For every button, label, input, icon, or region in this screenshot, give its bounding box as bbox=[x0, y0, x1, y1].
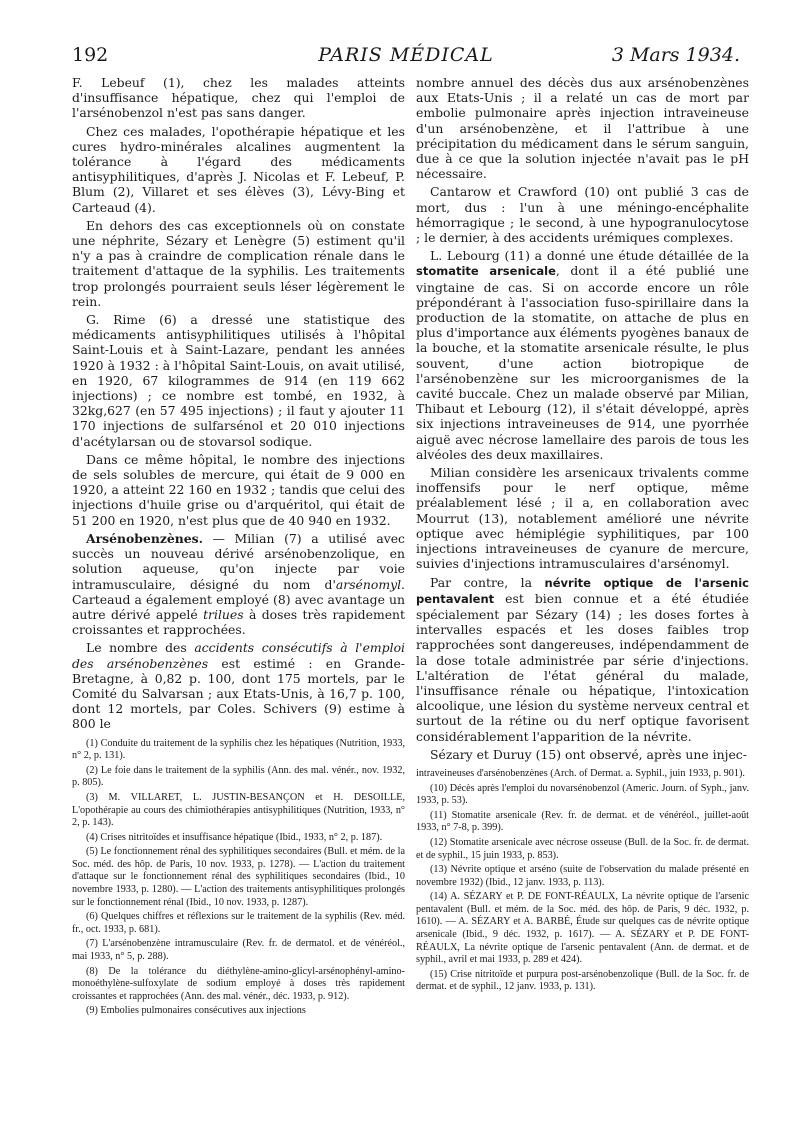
footnote: (7) L'arsénobenzène intramusculaire (Rev. fr. de dermatol. et de vénéréol., mai 1933, n° 5, p. 288). bbox=[72, 938, 405, 963]
right-body bbox=[416, 75, 749, 762]
issue-date: 3 Mars 1934. bbox=[611, 44, 740, 66]
footnote: (14) A. SÉZARY et P. DE FONT-RÉAULX, La névrite optique de l'arsenic pentavalent (Bull. et mém. de la Soc. méd. des hôp. de Paris, 9 déc. 1932, p. 1610). — A. SÉZARY et A. BARBÉ, Étude sur quelques cas de névrite optique arsenicale (Ibid., 9 déc. 1932, p. 1617). — A. SÉZARY et P. DE FONT-RÉAULX, La névrite optique de l'arsenic pentavalent (Ann. de dermat. et de syphil., avril et mai 1933, p. 289 et 424). bbox=[416, 891, 749, 966]
footnote: (11) Stomatite arsenicale (Rev. fr. de dermat. et de vénéréol., juillet-août 1933, n° 7-8, p. 399). bbox=[416, 809, 749, 834]
bold-term: stomatite arsenicale bbox=[416, 264, 556, 279]
left-body bbox=[72, 75, 405, 732]
bold-term: névrite optique de l'arsenic pentavalent bbox=[416, 575, 749, 606]
left-footnotes bbox=[72, 738, 405, 1018]
page-number: 192 bbox=[72, 44, 109, 66]
paragraph: Sézary et Duruy (15) ont observé, après une injec- bbox=[430, 746, 747, 762]
footnote: (4) Crises nitritoïdes et insuffisance hépatique (Ibid., 1933, n° 2, p. 187). bbox=[86, 831, 383, 843]
footnote: (10) Décès après l'emploi du novarsénobenzol (Americ. Journ. of Syph., janv. 1933, p. 53). bbox=[416, 782, 749, 807]
paragraph: En dehors des cas exceptionnels où on constate une néphrite, Sézary et Lenègre (5) estiment qu'il n'y a pas à craindre de complication rénale dans le traitement d'attaque de la syphilis. Les traitements trop prolongés pourraient seuls léser légèrement le rein. bbox=[72, 217, 405, 309]
footnote: intraveineuses d'arsénobenzènes (Arch. of Dermat. a. Syphil., juin 1933, p. 901). bbox=[416, 767, 745, 779]
paragraph: Chez ces malades, l'opothérapie hépatique et les cures hydro-minérales alcalines augmentent la tolérance à l'égard des médicaments antisyphilitiques, d'après J. Nicolas et F. Lebeuf, P. Blum (2), Villaret et ses élèves (3), Lévy-Bing et Carteaud (4). bbox=[72, 123, 405, 215]
paragraph: G. Rime (6) a dressé une statistique des médicaments antisyphilitiques utilisés à l'hôpital Saint-Louis et à Saint-Lazare, pendant les années 1920 à 1932 : à l'hôpital Saint-Louis, on avait utilisé, en 1920, 67 kilogrammes de 914 (en 119 662 injections) ; ce nombre est tombé, en 1932, à 32kg,627 (en 57 495 injections) ; il faut y ajouter 11 170 injections de sulfarsénol et 20 010 injections d'acétylarsan ou de stovarsol sodique. bbox=[72, 312, 405, 449]
paragraph: F. Lebeuf (1), chez les malades atteints d'insuffisance hépatique, chez qui l'emploi de l'arsénobenzol n'est pas sans danger. bbox=[72, 75, 405, 121]
footnote: (2) Le foie dans le traitement de la syphilis (Ann. des mal. vénér., nov. 1932, p. 805). bbox=[72, 764, 405, 789]
footnote: (13) Névrite optique et arséno (suite de l'observation du malade présenté en novembre 1932) (Ibid., 12 janv. 1933, p. 113). bbox=[416, 864, 749, 888]
paragraph: Dans ce même hôpital, le nombre des injections de sels solubles de mercure, qui était de 9 000 en 1920, a atteint 22 160 en 1932 ; tandis que celui des injections d'huile grise ou d'arquéritol, qui était de 51 200 en 1920, n'est plus que de 40 940 en 1932. bbox=[72, 451, 405, 528]
right-column bbox=[416, 75, 749, 996]
paragraph: Le nombre des accidents consécutifs à l'emploi des arsénobenzènes est estimé : en Grande-Bretagne, à 0,82 p. 100, dont 175 mortels, par le Comité du Salvarsan ; aux Etats-Unis, à 16,7 p. 100, dont 12 mortels, par Coles. Schivers (9) estime à 800 le bbox=[72, 640, 405, 732]
running-header bbox=[72, 44, 740, 70]
footnote: (3) M. VILLARET, L. JUSTIN-BESANÇON et H. DESOILLE, L'opothérapie au cours des chimiothérapies antisyphilitiques (Nutrition, 1933, n° 2, p. 143). bbox=[72, 791, 405, 829]
footnote: (15) Crise nitritoïde et purpura post-arsénobenzolique (Bull. de la Soc. fr. de dermat. et de syphil., 12 janv. 1933, p. 131). bbox=[416, 968, 749, 993]
footnote: (1) Conduite du traitement de la syphilis chez les hépatiques (Nutrition, 1933, n° 2, p. 131). bbox=[72, 737, 405, 762]
paragraph: Milian considère les arsenicaux trivalents comme inoffensifs pour le nerf optique, même préalablement lésé ; il a, en collaboration avec Mourrut (13), notablement amélioré une névrite optique avec hémiplégie syphilitiques, par 100 injections intraveineuses de cyanure de mercure, suivies d'injections intramusculaires d'arsénomyl. bbox=[416, 465, 749, 572]
paragraph-stomatite: L. Lebourg (11) a donné une étude détaillée de la stomatite arsenicale, dont il a été publié une vingtaine de cas. Si on accorde encore un rôle prépondérant à l'association fuso-spirillaire dans la production de la stomatite, on attache de plus en plus d'importance aux éléments pyogènes banaux de la bouche, et la stomatite arsenicale résulte, le plus souvent, d'une action biotropique de l'arsénobenzène sur les microorganismes de la cavité buccale. Chez un malade observé par Milian, Thibaut et Lebourg (12), il s'était développé, après six injections intraveineuses de 914, une pyorrhée aiguë avec nécrose lamellaire des parois de tous les alvéoles des deux maxillaires. bbox=[416, 248, 749, 462]
footnote: (6) Quelques chiffres et réflexions sur le traitement de la syphilis (Rev. méd. fr., oct. 1933, p. 681). bbox=[72, 911, 405, 935]
footnote: (5) Le fonctionnement rénal des syphilitiques secondaires (Bull. et mém. de la Soc. méd. des hôp. de Paris, 10 nov. 1933, p. 1278). — L'action du traitement d'attaque sur le fonctionnement rénal des syphilitiques secondaires (Ibid., 10 novembre 1933, p. 1280). — L'action des traitements antisyphilitiques prolongés sur le fonctionnement rénal (Ibid., 10 nov. 1933, p. 1287). bbox=[72, 846, 405, 908]
paragraph: nombre annuel des décès dus aux arsénobenzènes aux Etats-Unis ; il a relaté un cas de mort par embolie pulmonaire après injection intraveineuse d'un arsénobenzène, et il l'attribue à une précipitation du médicament dans le sérum sanguin, due à ce que la solution injectée n'avait pas le pH nécessaire. bbox=[416, 75, 749, 182]
paragraph-nevrite: Par contre, la névrite optique de l'arsenic pentavalent est bien connue et a été étudiée spécialement par Sézary (14) ; les doses fortes à intervalles espacés et les doses faibles trop rapprochées sont dangereuses, indépendamment de la dose totale administrée par série d'injections. L'altération de l'état général du malade, l'insuffisance rénale ou hépatique, l'intoxication alcoolique, une lésion du système nerveux central et surtout de la rétine ou du nerf optique favorisent considérablement l'apparition de la névrite. bbox=[416, 574, 749, 744]
left-column bbox=[72, 75, 405, 1020]
section-heading: Arsénobenzènes. bbox=[86, 530, 203, 546]
right-footnotes bbox=[416, 768, 749, 994]
footnote: (8) De la tolérance du diéthylène-amino-glicyl-arsénophényl-amino-monoéthylène-sulfoxylate de sodium employé à doses très rapidement croissantes et rapprochées (Ann. des mal. vénér., déc. 1933, p. 912). bbox=[72, 965, 405, 1002]
footnote: (9) Embolies pulmonaires consécutives aux injections bbox=[86, 1005, 306, 1017]
paragraph-arsenobenzenes: Arsénobenzènes. — Milian (7) a utilisé avec succès un nouveau dérivé arsénobenzolique, en solution aqueuse, qu'on injecte par voie intramusculaire, désigné du nom d'arsénomyl. Carteaud a également employé (8) avec avantage un autre dérivé appelé trilues à doses très rapidement croissantes et rapprochées. bbox=[72, 530, 405, 638]
footnote: (12) Stomatite arsenicale avec nécrose osseuse (Bull. de la Soc. fr. de dermat. et de syphil., 15 juin 1933, p. 853). bbox=[416, 836, 749, 861]
journal-title: PARIS MÉDICAL bbox=[318, 44, 494, 66]
paragraph: Cantarow et Crawford (10) ont publié 3 cas de mort, dus : l'un à une méningo-encéphalite hémorragique ; le second, à une hypogranulocytose ; le dernier, à des accidents urémiques complexes. bbox=[416, 184, 749, 246]
